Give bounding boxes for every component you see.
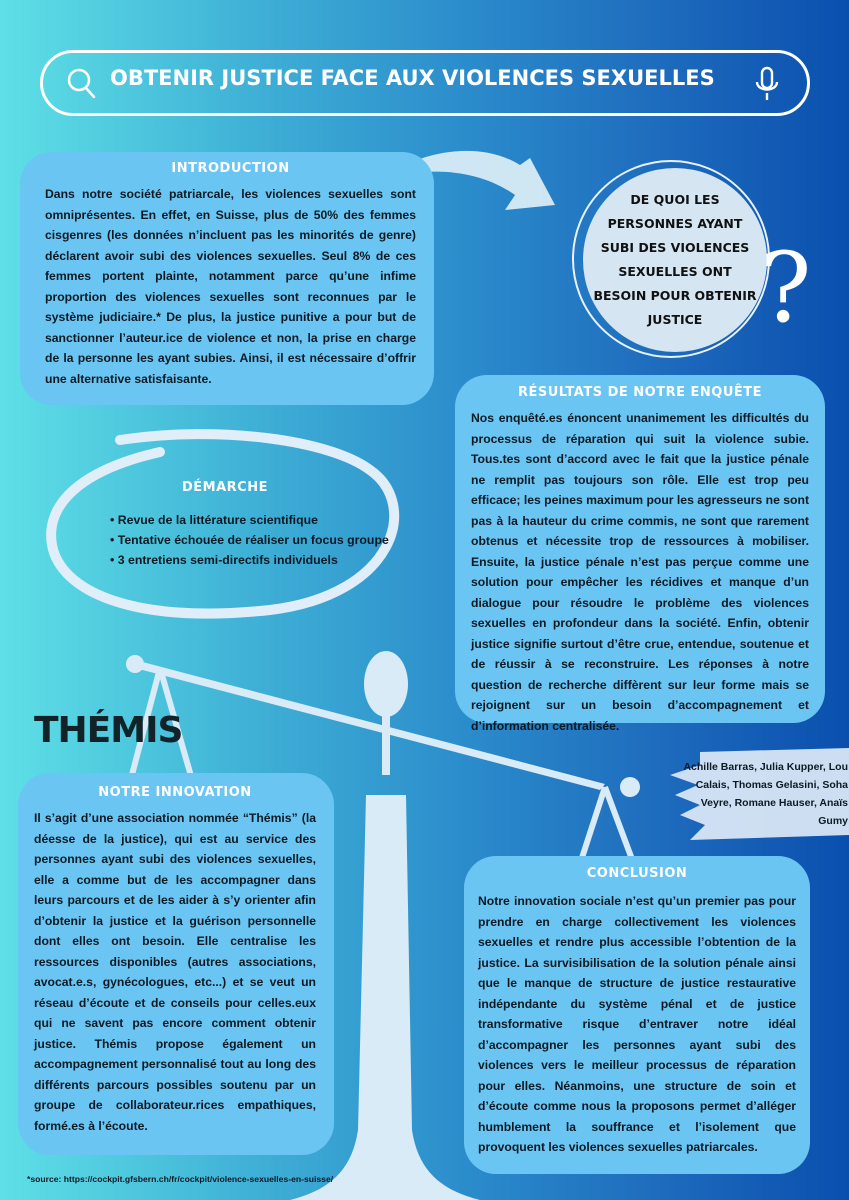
introduction-text: Dans notre société patriarcale, les violences sexuelles sont omniprésentes. En effet, en Suisse, plus de 50% des femmes cisgenres (les données n’incluent pas les minorités de genre) déclarent avoir subi des violences sexuelles. Seul 8% de ces femmes portent plainte, notamment parce qu’une infime proportion des violences sexuelles sont reconnues par le système judiciaire.* De plus, la justice punitive a pour but de sanctionner l’auteur.ice de violence et non, la prise en charge de la personne les ayant subies. Ainsi, il est nécessaire d’offrir une alternative satisfaisante. — [45, 187, 416, 386]
innovation-text: Il s’agit d’une association nommée “Thémis” (la déesse de la justice), qui est au service des personnes ayant subi des violences sexuelles, elle a comme but de les accompagner dans leurs parcours et de les aider à s’y orienter afin d’obtenir la justice et la guérison personnelle dont elles ont besoin. Elle centralise les ressources disponibles (autres associations, avocat.e.s, gynécologues, etc...) et se veut un réseau d’écoute et de conseils pour celles.eux qui ne savent pas encore comment obtenir justice. Thémis propose également un accompagnement personnalisé tout au long des différents parcours possibles soutenu par un groupe de collaborateur.rices empathiques, formé.es à l’écoute. — [34, 811, 316, 1133]
results-title: RÉSULTATS DE NOTRE ENQUÊTE — [517, 385, 763, 400]
conclusion-section — [464, 856, 810, 1174]
question-mark-icon: ? — [760, 232, 812, 344]
introduction-title: INTRODUCTION — [171, 161, 290, 176]
search-icon — [66, 67, 98, 99]
results-text: Nos enquêté.es énoncent unanimement les difficultés du processus de réparation qui suit la violence subie. Tous.tes sont d’accord avec le fait que la justice pénale ne remplit pas toujours son rôle. Elle est trop peu efficace; les peines maximum pour les agresseurs ne sont pas à la hauteur du crime commis, ne sont que rarement obtenus et nécessite trop de ressources à mobiliser. Ensuite, la justice pénale n’est pas perçue comme une solution pour empêcher les récidives et manque d’un dialogue pour résoudre le problème des violences sexuelles en profondeur dans la société. Enfin, obtenir justice signifie surtout d’être crue, entendue, soutenue et de réussir à se reconstruire. Les réponses à notre question de recherche diffèrent sur leur forme mais se rejoignent sur un besoin d’accompagnement et d’information centralisée. — [471, 411, 810, 733]
demarche-list — [110, 510, 389, 570]
demarche-item: • Tentative échouée de réaliser un focus groupe — [110, 530, 389, 550]
themis-logo-text: THÉMIS — [34, 710, 183, 751]
microphone-icon — [754, 66, 780, 102]
page-title: OBTENIR JUSTICE FACE AUX VIOLENCES SEXUELLES — [110, 66, 715, 90]
research-question-circle — [583, 168, 767, 352]
introduction-section — [20, 152, 434, 405]
demarche-title: DÉMARCHE — [182, 480, 268, 495]
conclusion-text: Notre innovation sociale n’est qu’un premier pas pour prendre en charge collectivement les violences sexuelles et rendre plus accessible l’obtention de la justice. La survisibilisation de la solution pénale ainsi que le manque de structure de justice restaurative indépendante du système pénal et de justice transformative risque d’entraver notre idéal d’accompagner les personnes ayant subi des violences vers le meilleur processus de réparation pour elles. Néanmoins, une structure de soin et d’écoute comme nous la proposons permet d’alléger humblement la souffrance et l’isolement que provoquent les violences sexuelles patriarcales. — [478, 894, 796, 1154]
demarche-item: • Revue de la littérature scientifique — [110, 510, 389, 530]
results-section — [455, 375, 825, 733]
innovation-title: NOTRE INNOVATION — [98, 785, 252, 800]
research-question: DE QUOI LES PERSONNES AYANT SUBI DES VIOLENCES SEXUELLES ONT BESOIN POUR OBTENIR JUSTICE — [593, 192, 757, 327]
demarche-item: • 3 entretiens semi-directifs individuels — [110, 550, 389, 570]
innovation-section — [18, 773, 334, 1155]
source-footnote: *source: https://cockpit.gfsbern.ch/fr/cockpit/violence-sexuelles-en-suisse/ — [27, 1174, 334, 1184]
authors-list: Achille Barras, Julia Kupper, Lou Calais, Thomas Gelasini, Soha Veyre, Romane Hauser, Anaïs Gumy — [683, 761, 848, 827]
conclusion-title: CONCLUSION — [586, 866, 688, 881]
